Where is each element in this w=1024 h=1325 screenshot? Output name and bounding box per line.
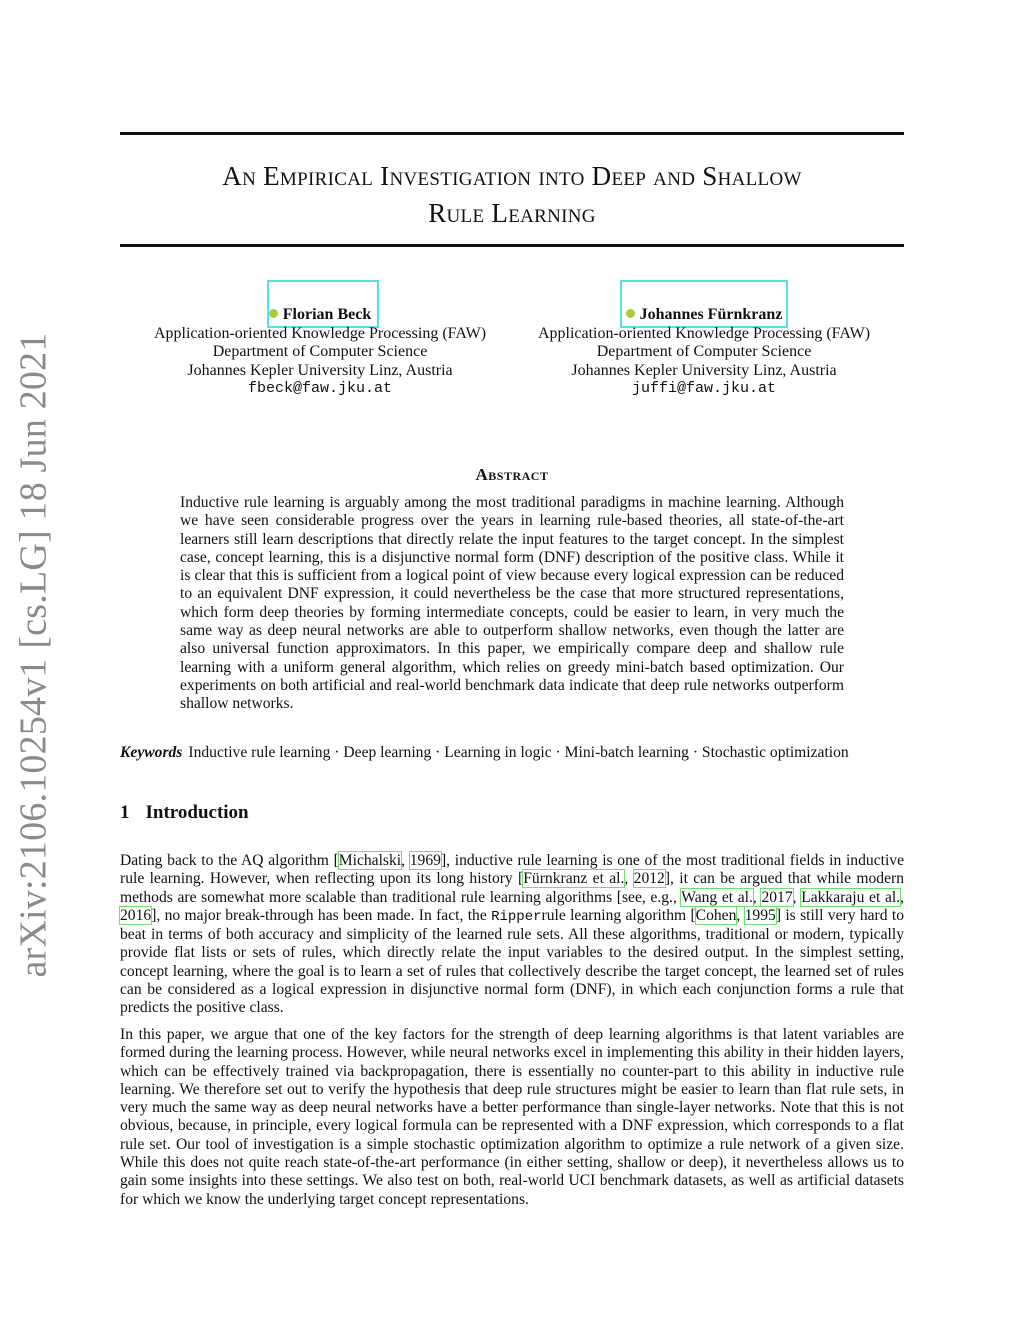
author-email: fbeck@faw.jku.at <box>247 380 393 397</box>
citation-link[interactable]: Cohen <box>695 906 737 924</box>
author-university: Johannes Kepler University Linz, Austria <box>187 361 453 379</box>
title-line-2: Rule Learning <box>428 198 596 228</box>
text-run: ], no major break-through has been made. In fact, the <box>151 906 492 924</box>
intro-paragraph-2: In this paper, we argue that one of the key factors for the strength of deep learning algorithms is that latent variables are formed during the learning process. However, while neural networks excel in implementing this ability in their hidden layers, which can be effectively trained via backpropagation, there is essentially no counter-part to this ability in inductive rule learning. We therefore set out to verify the hypothesis that deep rule structures might be easier to learn than flat rule sets, in very much the same way as deep neural networks have a better performance than single-layer networks. Note that this is not obvious, because, in principle, every logical formula can be represented with a DNF expression, which corresponds to a flat rule set. Our tool of investigation is a simple stochastic optimization algorithm to optimize a rule network of a given size. While this does not quite reach state-of-the-art performance (in either setting, shallow or deep), it nevertheless allows us to gain some insights into these settings. We also test on both, real-world UCI benchmark datasets, as well as artificial datasets for which we know the underlying target concept representations. <box>120 1026 904 1208</box>
citation-link[interactable]: Wang et al. <box>681 888 753 906</box>
section-number: 1 <box>120 802 130 823</box>
author-university: Johannes Kepler University Linz, Austria <box>571 361 837 379</box>
author-email: juffi@faw.jku.at <box>631 380 777 397</box>
text-run: rule learning algorithm [ <box>541 906 696 924</box>
citation-link[interactable]: Fürnkranz et al. <box>523 870 625 888</box>
author-department: Department of Computer Science <box>596 343 812 360</box>
title-rule-top <box>120 132 904 135</box>
citation-link[interactable]: 1995 <box>744 906 776 924</box>
abstract-text: Inductive rule learning is arguably among the most traditional paradigms in machine learning. Although we have seen considerable progress over the years in learning rule-based theories, all state-of-the-art learners still learn descriptions that directly relate the input features to the target concept. In the simplest case, concept learning, this is a disjunctive normal form (DNF) description of the positive class. While it is clear that this is sufficient from a logical point of view because every logical expression can be reduced to an equivalent DNF expression, it could nevertheless be the case that more structured representations, which form deep theories by forming intermediate concepts, could be easier to learn, in very much the same way as deep neural networks are able to outperform shallow networks, even though the latter are also universal function approximators. In this paper, we empirically compare deep and shallow rule learning with a uniform general algorithm, which relies on greedy mini-batch based optimization. Our experiments on both artificial and real-world benchmark data indicate that deep rule networks outperform shallow networks. <box>180 494 844 713</box>
citation-link[interactable]: Lakkaraju et al. <box>801 888 901 906</box>
section-title: Introduction <box>145 802 249 823</box>
ripper-name: Ripper <box>491 908 542 925</box>
text-run: , <box>792 888 802 906</box>
title-line-1: An Empirical Investigation into Deep and Shallow <box>222 161 802 191</box>
author-block <box>130 306 510 399</box>
arxiv-identifier: arXiv:2106.10254v1 [cs.LG] 18 Jun 2021 <box>13 332 55 978</box>
author-block <box>514 306 894 399</box>
author-affiliation: Application-oriented Knowledge Processing (FAW) <box>537 324 871 342</box>
keywords-list: Inductive rule learning · Deep learning · Learning in logic · Mini-batch learning · Stochastic optimization <box>188 744 849 761</box>
text-run: , <box>624 870 634 888</box>
text-run: , <box>752 888 762 906</box>
orcid-icon[interactable] <box>626 309 635 318</box>
text-run: , <box>900 888 904 906</box>
citation-link[interactable]: 2016 <box>120 906 152 924</box>
text-run: ], it can be argued that while modern methods are somewhat more scalable than traditional rule learning algorithms [see, e.g., <box>120 870 905 906</box>
citation-link[interactable]: 2012 <box>633 870 665 888</box>
intro-paragraph-1 <box>120 852 904 1018</box>
section-heading <box>120 802 249 824</box>
text-run: , <box>401 852 410 869</box>
text-run: , <box>736 906 745 924</box>
keywords-label: Keywords <box>120 744 183 761</box>
text-run: ] is still very hard to beat in terms of both accuracy and simplicity of the learned rule sets. All these algorithms, traditional or modern, typically provide flat lists or sets of rules, which directly relate the input variables to the desired output. In the simplest setting, concept learning, where the goal is to learn a set of rules that collectively describe the target concept, the learned set of rules can be considered as a logical expression in disjunctive normal form (DNF), in which each conjunction forms a rule that predicts the positive class. <box>120 906 905 1017</box>
paper-title <box>120 158 904 232</box>
abstract-heading: Abstract <box>475 465 549 484</box>
citation-link[interactable]: 1969 <box>409 852 441 869</box>
text-run: Dating back to the AQ algorithm [ <box>120 852 339 869</box>
arxiv-sidebar <box>6 332 62 978</box>
text-run: ], inductive rule learning is one of the most traditional fields in inductive rule learning. However, when reflecting upon its long history [ <box>120 852 904 888</box>
citation-link[interactable]: 2017 <box>761 888 793 906</box>
author-affiliation: Application-oriented Knowledge Processing (FAW) <box>153 324 487 342</box>
title-rule-bottom <box>120 244 904 247</box>
author-name[interactable]: Florian Beck <box>282 306 372 323</box>
author-department: Department of Computer Science <box>212 343 428 360</box>
orcid-icon[interactable] <box>269 309 278 318</box>
keywords <box>120 744 904 762</box>
author-name[interactable]: Johannes Fürnkranz <box>639 306 783 323</box>
citation-link[interactable]: Michalski <box>338 852 402 869</box>
